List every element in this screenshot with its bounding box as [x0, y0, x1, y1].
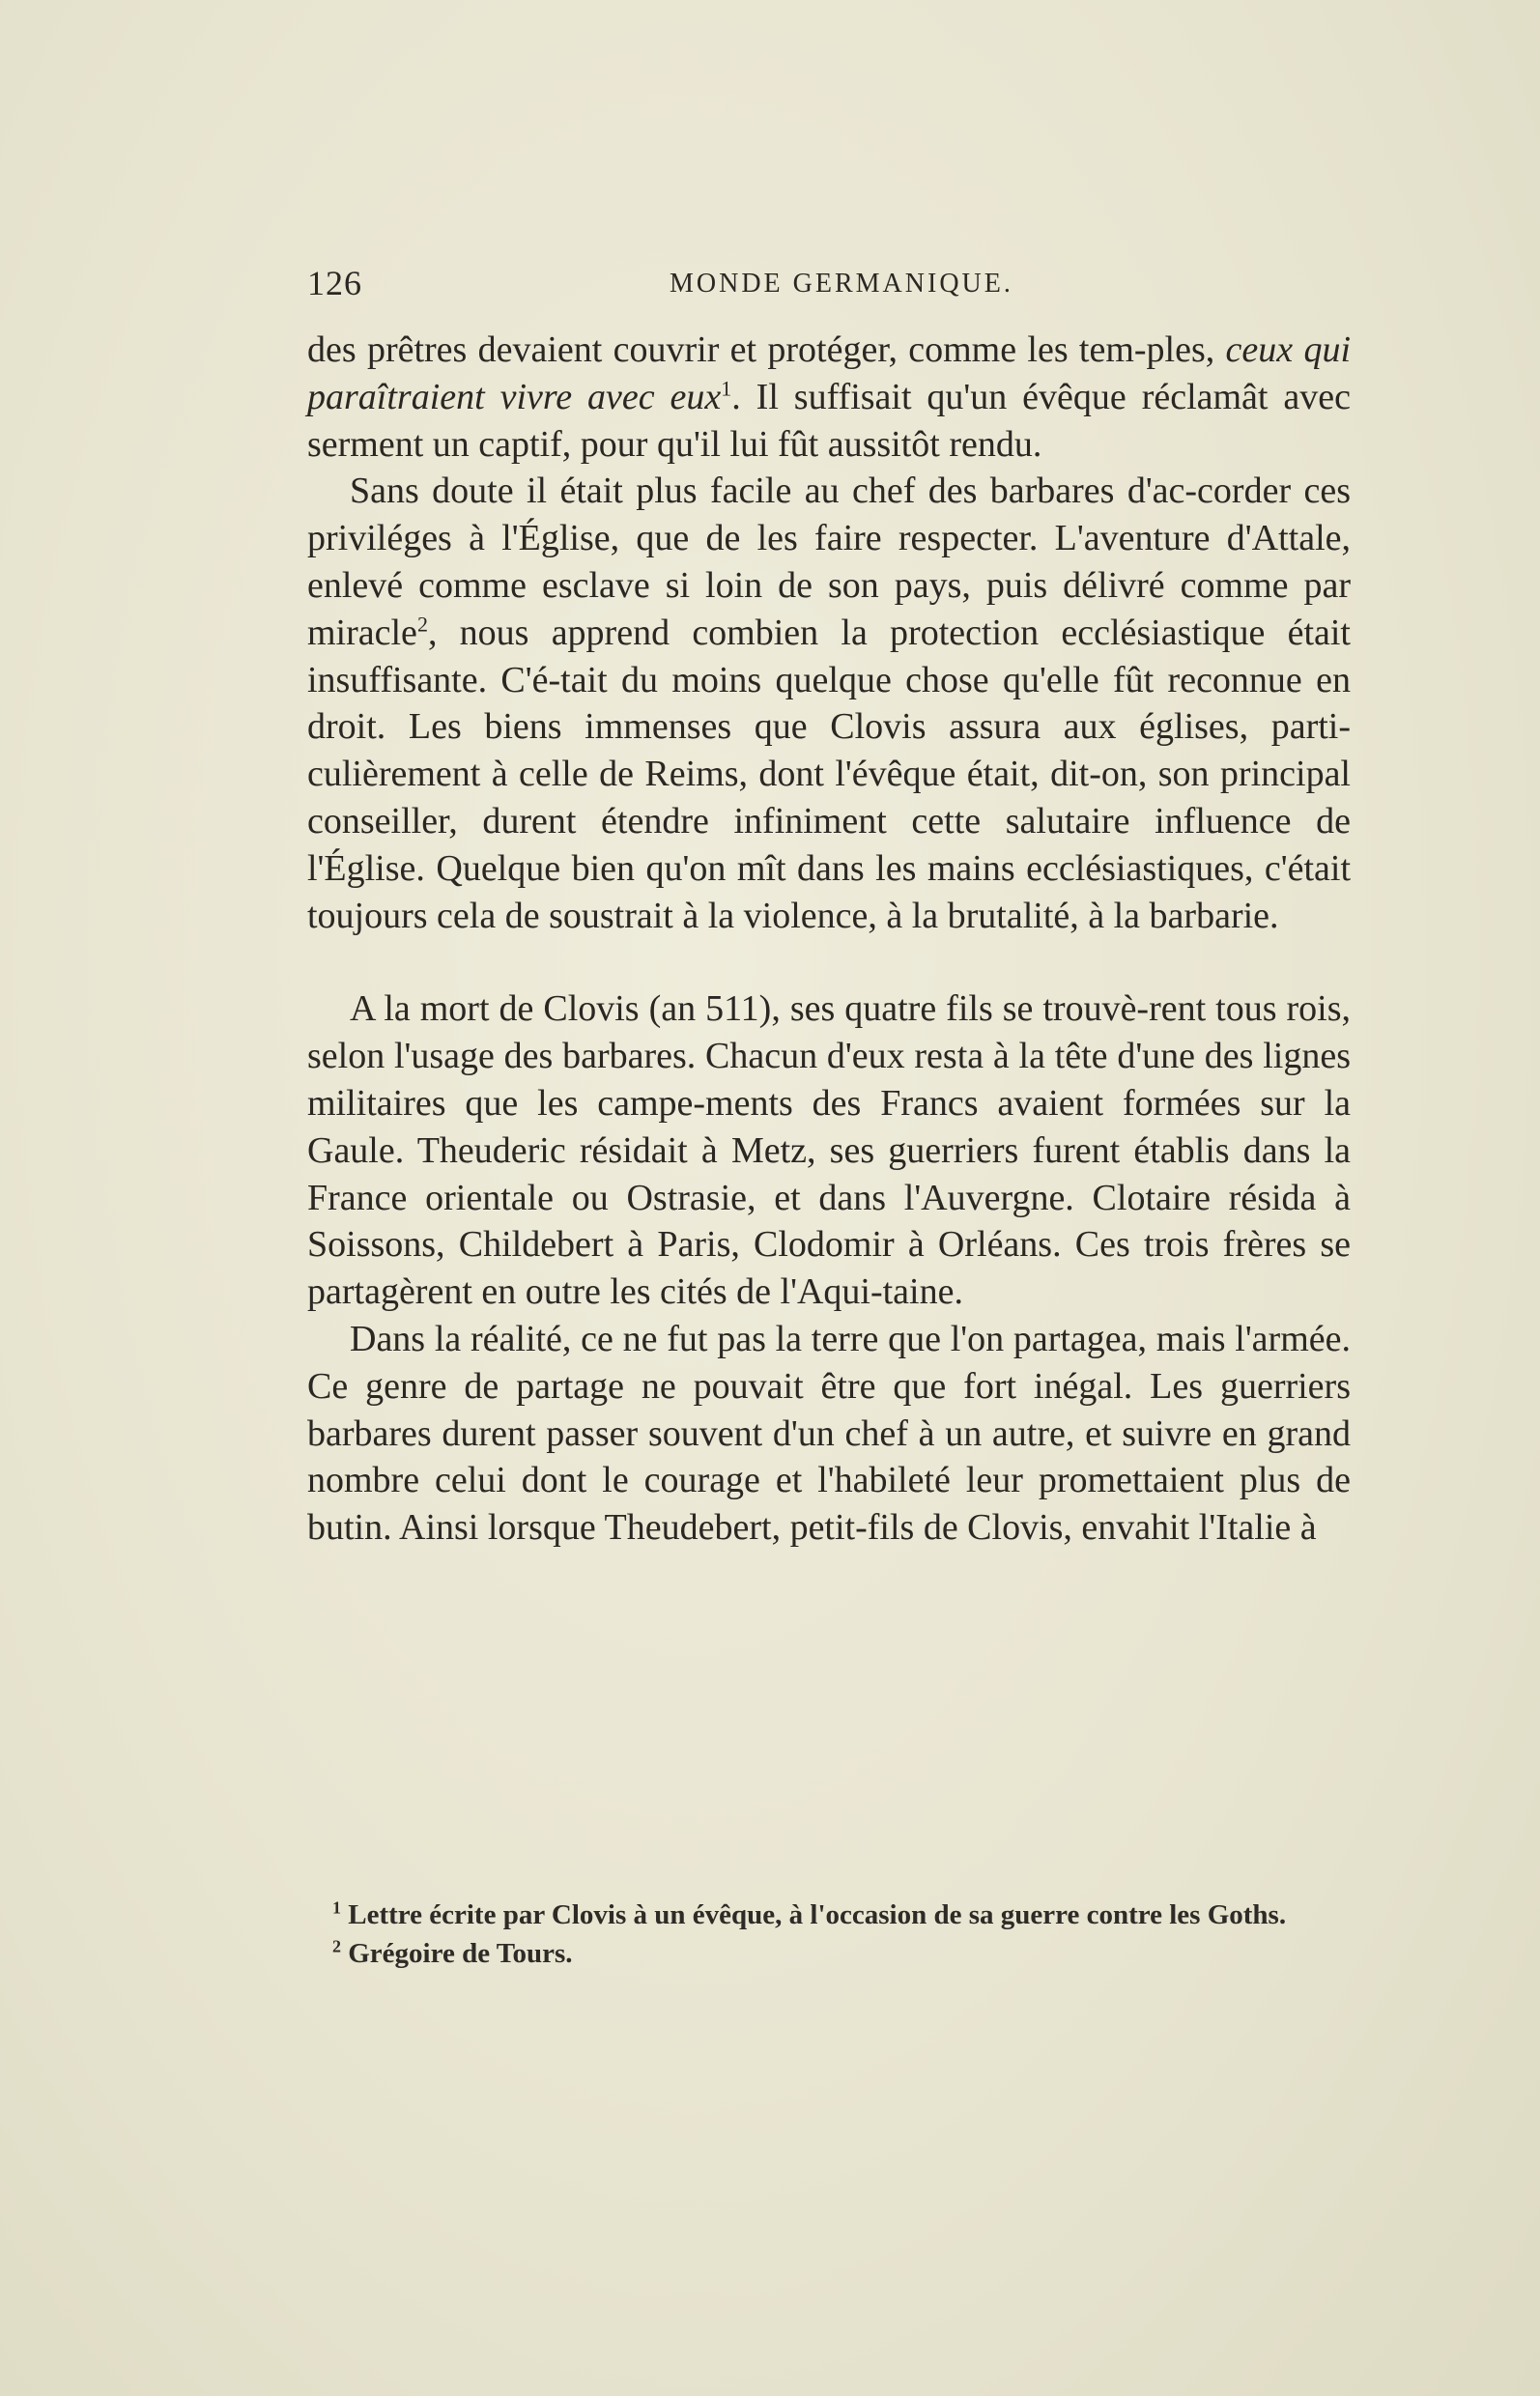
- footnote-1-text: Lettre écrite par Clovis à un évêque, à l'occasion de sa guerre contre les Goths.: [341, 1899, 1287, 1930]
- footnote-ref-2: 2: [416, 612, 428, 637]
- paragraph-2: [307, 468, 1351, 939]
- footnote-2: [296, 1934, 1353, 1973]
- footnote-2-text: Grégoire de Tours.: [341, 1938, 573, 1969]
- paragraph-1: [307, 327, 1351, 468]
- paragraph-3: A la mort de Clovis (an 511), ses quatre fils se trouvè-rent tous rois, selon l'usage des barbares. Chacun d'eux resta à la tête d'une des lignes militaires que les campe-ments des Francs avaient formées sur la Gaule. Theuderic résidait à Metz, ses guerriers furent établis dans la France orientale ou Ostrasie, et dans l'Auvergne. Clotaire résida à Soissons, Childebert à Paris, Clodomir à Orléans. Ces trois frères se partagèrent en outre les cités de l'Aqui-taine.: [307, 988, 1351, 1313]
- paragraph-1-text-end: . Il suffisait qu'un évêque réclamât avec serment un captif, pour qu'il lui fût aussitôt rendu.: [307, 376, 1351, 465]
- footnote-1: [296, 1896, 1353, 1934]
- paragraph-1-text-start: des prêtres devaient couvrir et protéger, comme les tem-ples,: [307, 329, 1226, 370]
- footnote-ref-1: 1: [721, 376, 732, 401]
- footnote-mark-1: 1: [332, 1897, 341, 1918]
- footnotes: [296, 1896, 1353, 1973]
- running-title: MONDE GERMANIQUE.: [670, 269, 1013, 299]
- footnote-mark-2: 2: [332, 1936, 341, 1956]
- page-header: [307, 263, 1351, 311]
- paragraph-2-text-end: , nous apprend combien la protection ecclésiastique était insuffisante. C'é-tait du moins quelque chose qu'elle fût reconnue en droit. Les biens immenses que Clovis assura aux églises, parti-culièrement à celle de Reims, dont l'évêque était, dit-on, son principal conseiller, durent étendre infiniment cette salutaire influence de l'Église. Quelque bien qu'on mît dans les mains ecclésiastiques, c'était toujours cela de soustrait à la violence, à la brutalité, à la barbarie.: [307, 612, 1351, 936]
- body-text: [307, 327, 1351, 1552]
- paragraph-2-text-start: Sans doute il était plus facile au chef des barbares d'ac-corder ces priviléges à l'Église, que de les faire respecter. L'aventure d'Attale, enlevé comme esclave si loin de son pays, puis délivré comme par miracle: [307, 471, 1351, 653]
- paragraph-4: Dans la réalité, ce ne fut pas la terre que l'on partagea, mais l'armée. Ce genre de partage ne pouvait être que fort inégal. Les guerriers barbares durent passer souvent d'un chef à un autre, et suivre en grand nombre celui dont le courage et l'habileté leur promettaient plus de butin. Ainsi lorsque Theudebert, petit-fils de Clovis, envahit l'Italie à: [307, 1318, 1351, 1549]
- paragraph-1-italic-quote: ceux qui paraîtraient vivre avec eux: [307, 329, 1351, 417]
- page-number: 126: [307, 264, 362, 302]
